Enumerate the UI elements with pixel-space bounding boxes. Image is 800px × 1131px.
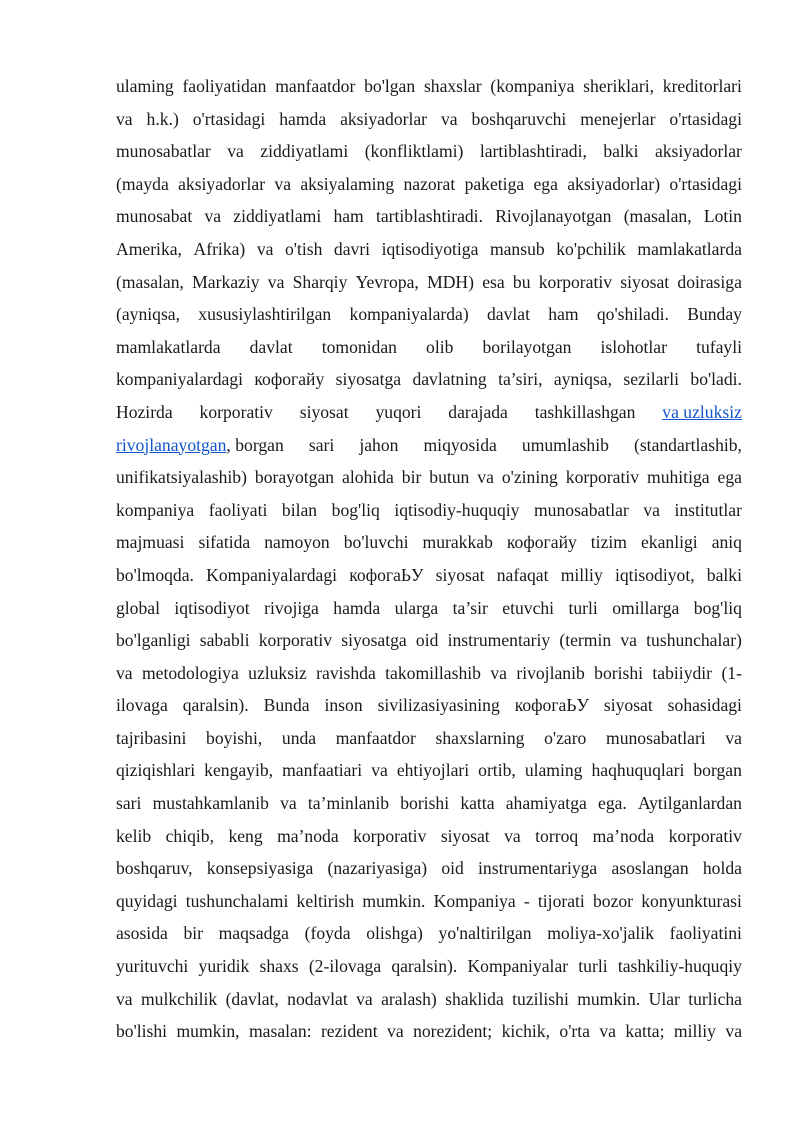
- word: va: [440, 108, 458, 129]
- text-line: [116, 917, 742, 950]
- word: davri: [333, 238, 371, 259]
- word: kreditorlari: [662, 76, 742, 96]
- word: qaralsin).: [182, 695, 249, 716]
- word: va: [725, 1021, 742, 1042]
- word: o'zining: [501, 467, 558, 488]
- word: sohasidagi: [667, 695, 742, 716]
- word: etuvchi: [502, 597, 555, 618]
- word: Hozirda: [116, 401, 173, 422]
- word: (nazariyasiga): [327, 858, 428, 879]
- word: ziddiyatlami: [233, 206, 322, 227]
- word: tuzilishi: [512, 988, 569, 1009]
- word: olib: [426, 336, 454, 357]
- word: o'tish: [284, 238, 323, 259]
- word: ravishda: [316, 662, 376, 683]
- word: qiziqishlari: [116, 760, 196, 781]
- word: ziddiyatlami: [260, 141, 349, 162]
- word: balki: [603, 141, 639, 162]
- word: aksiyadorlar: [178, 173, 266, 194]
- word: ega: [533, 173, 558, 194]
- word: turlicha: [688, 988, 742, 1009]
- word: davlat: [249, 336, 293, 357]
- word: qaralsin).: [391, 956, 458, 977]
- word: va: [371, 760, 388, 781]
- word: (termin: [559, 630, 612, 651]
- word: ham: [548, 304, 579, 325]
- word: korporativ: [668, 825, 742, 846]
- document-page: [116, 70, 742, 1048]
- word: chiqib,: [165, 825, 214, 846]
- word: va: [280, 793, 297, 814]
- word: Markaziy: [192, 271, 260, 292]
- word: tashkiliy-huquqiy: [617, 956, 742, 977]
- word: mumkin.: [577, 988, 641, 1009]
- word: shaxs: [259, 956, 299, 977]
- word: sivilizasiyasining: [377, 695, 500, 716]
- word: shaxslar: [423, 76, 482, 96]
- word: Kompaniyalardagi: [206, 564, 338, 585]
- word: va: [274, 173, 291, 194]
- word: o'rtasidagi: [669, 173, 742, 194]
- word: keng: [228, 825, 263, 846]
- word: tijorati: [537, 890, 585, 911]
- word: (foyda: [304, 923, 351, 944]
- word: darajada: [448, 401, 508, 422]
- word: moliya-xo'jalik: [547, 923, 654, 944]
- word: кофогайу: [506, 532, 577, 553]
- word: o'zaro: [544, 727, 587, 748]
- word: ta’sir: [452, 597, 488, 618]
- word: sifatida: [198, 532, 251, 553]
- word: tufayli: [696, 336, 742, 357]
- word: mamlakatlarda: [637, 238, 742, 259]
- word: maqsadga: [218, 923, 289, 944]
- word: korporativ: [565, 467, 640, 488]
- text-line: [116, 950, 742, 983]
- word: bo'lganligi: [116, 630, 191, 651]
- text-line: [116, 657, 742, 690]
- word: aksiyadorlar: [654, 141, 742, 162]
- word: muhitiga: [647, 467, 710, 488]
- word: umumlashib: [521, 434, 609, 455]
- word: кофогаЬУ: [349, 564, 424, 585]
- word: ahamiyatga: [505, 793, 587, 814]
- word: munosabatlar: [116, 141, 211, 162]
- word: institutlar: [674, 499, 742, 520]
- word: siyosat: [603, 695, 653, 716]
- word: (2-ilovaga: [308, 956, 382, 977]
- word: torroq: [535, 825, 579, 846]
- text-line: [116, 494, 742, 527]
- text-line: [116, 266, 742, 299]
- word: sari: [116, 793, 142, 814]
- word: majmuasi: [116, 532, 185, 553]
- text-line: [116, 983, 742, 1016]
- word: borgan: [693, 760, 742, 781]
- word: munosabatlar: [534, 499, 629, 520]
- word: mamlakatlarda: [116, 336, 221, 357]
- word: lartiblashtiradi,: [479, 141, 587, 162]
- word: (davlat,: [225, 988, 279, 1009]
- word: va: [725, 727, 742, 748]
- word: nodavlat: [287, 988, 348, 1009]
- word: va: [256, 238, 274, 259]
- word: tushunchalami: [185, 890, 289, 911]
- word: norezident;: [413, 1021, 493, 1042]
- word: yo'naltirilgan: [438, 923, 532, 944]
- word: butun: [429, 467, 470, 488]
- word: bog'liq: [331, 499, 380, 520]
- text-line: [116, 233, 742, 266]
- word: ega.: [598, 793, 627, 814]
- word: manfaatiari: [282, 760, 363, 781]
- word: va: [504, 825, 521, 846]
- word: tartiblashtiradi.: [375, 206, 483, 227]
- word: instrumentariy: [447, 630, 551, 651]
- word: (kompaniya: [490, 76, 575, 96]
- word: -: [523, 890, 530, 911]
- word: balki: [706, 564, 742, 585]
- word: korporativ: [258, 630, 333, 651]
- word: tushunchalar): [646, 630, 742, 651]
- word: katta;: [625, 1021, 665, 1042]
- word: tomonidan: [321, 336, 397, 357]
- word: va: [116, 988, 133, 1009]
- text-line: [116, 852, 742, 885]
- text-line: [116, 787, 742, 820]
- word: sari: [308, 434, 335, 455]
- word: kompaniyalarda): [349, 304, 469, 325]
- word: va: [477, 467, 494, 488]
- text-line: [116, 885, 742, 918]
- word: bilan: [281, 499, 318, 520]
- word: oid: [441, 858, 464, 879]
- word: korporativ: [353, 825, 427, 846]
- word: borishi: [400, 793, 450, 814]
- word: h.k.): [146, 108, 179, 129]
- word: va: [643, 499, 660, 520]
- word: haqhuquqlari: [591, 760, 685, 781]
- word: islohotlar: [600, 336, 667, 357]
- hyperlink-part2[interactable]: rivojlanayotgan: [116, 434, 227, 455]
- word: mumkin.: [362, 890, 426, 911]
- word: bu: [512, 271, 531, 292]
- text-line: [116, 820, 742, 853]
- word: korporativ: [538, 271, 613, 292]
- word: Amerika,: [116, 238, 182, 259]
- word: iqtisodiyotiga: [381, 238, 479, 259]
- word: omillarga: [612, 597, 680, 618]
- word: konsepsiyasiga: [206, 858, 314, 879]
- word: munosabat: [116, 206, 193, 227]
- word: va: [116, 108, 133, 129]
- word: siyosat: [440, 825, 490, 846]
- word: Lotin: [703, 206, 742, 227]
- word: oid: [415, 630, 439, 651]
- word: turli: [568, 597, 598, 618]
- word: ta’minlanib: [307, 793, 390, 814]
- text-line: [116, 103, 742, 136]
- hyperlink-part1[interactable]: va uzluksiz: [662, 401, 742, 422]
- text-line: [116, 200, 742, 233]
- word: ilovaga: [116, 695, 168, 716]
- word: bo'lmoqda.: [116, 564, 194, 585]
- word: kengayib,: [204, 760, 274, 781]
- word: yuqori: [375, 401, 422, 422]
- word: shaxslarning: [435, 727, 525, 748]
- word: Aytilganlardan: [638, 793, 742, 814]
- word: unifikatsiyalashib): [116, 467, 247, 488]
- word: doirasiga: [677, 271, 742, 292]
- word: boyishi,: [206, 727, 263, 748]
- word: tajribasini: [116, 727, 187, 748]
- word: sheriklari,: [583, 76, 655, 96]
- word: Rivojlanayotgan: [495, 206, 612, 227]
- word: yurituvchi: [116, 956, 189, 977]
- word: kichik,: [501, 1021, 550, 1042]
- word: siyosatga: [335, 369, 402, 390]
- word: (standartlashib,: [633, 434, 742, 455]
- word: ekanligi: [640, 532, 698, 553]
- word: hamda: [333, 597, 381, 618]
- text-line: [116, 559, 742, 592]
- word: aralash): [381, 988, 437, 1009]
- text-line: [116, 363, 742, 396]
- word: asoslangan: [611, 858, 689, 879]
- text-line: [116, 526, 742, 559]
- word: unda: [281, 727, 317, 748]
- word: va: [356, 988, 373, 1009]
- word: siyosat: [620, 271, 670, 292]
- word: ma’noda: [277, 825, 339, 846]
- word: ta’siri,: [498, 369, 543, 390]
- word: o'rtasidagi: [192, 108, 266, 129]
- word: va: [116, 662, 133, 683]
- word: Yevropa,: [355, 271, 419, 292]
- word: rezident: [320, 1021, 378, 1042]
- word: tashkillashgan: [534, 401, 636, 422]
- word: bog'liq: [693, 597, 742, 618]
- word: va: [204, 206, 222, 227]
- word: o'rta: [559, 1021, 590, 1042]
- word: quyidagi: [116, 890, 178, 911]
- text-line: [116, 135, 742, 168]
- word: Bunday: [687, 304, 742, 325]
- text-line: [116, 70, 742, 103]
- word: aksiyadorlar: [340, 108, 428, 129]
- text-line: [116, 396, 742, 429]
- word: murakkab: [422, 532, 493, 553]
- word: keltirish: [296, 890, 355, 911]
- word: bir: [183, 923, 203, 944]
- word: kompaniyalardagi: [116, 369, 244, 390]
- word: faoliyati: [208, 499, 268, 520]
- word-with-link: rivojlanayotgan, borgan: [116, 434, 284, 455]
- word: bo'luvchi: [343, 532, 409, 553]
- word: davlat: [487, 304, 530, 325]
- word: кофогаЬУ: [514, 695, 589, 716]
- word: nazorat: [403, 173, 456, 194]
- word: kelib: [116, 825, 152, 846]
- word: ehtiyojlari: [396, 760, 470, 781]
- text-line: [116, 461, 742, 494]
- word: bo'lgan: [364, 76, 416, 96]
- word: va: [387, 1021, 404, 1042]
- word: katta: [460, 793, 495, 814]
- word: Afrika): [193, 238, 246, 259]
- word: iqtisodiy-huquqiy: [394, 499, 520, 520]
- word: qo'shiladi.: [596, 304, 669, 325]
- word: asosida: [116, 923, 168, 944]
- word: alohida: [342, 467, 394, 488]
- word: rivojlanib: [516, 662, 585, 683]
- word: olishga): [366, 923, 423, 944]
- word: davlatning: [412, 369, 487, 390]
- word: hamda: [279, 108, 327, 129]
- word: rivojiga: [264, 597, 319, 618]
- text-line: [116, 689, 742, 722]
- word: ulaming: [524, 760, 583, 781]
- word: xususiylashtirilgan: [198, 304, 332, 325]
- word: inson: [324, 695, 363, 716]
- word: bo'lishi: [116, 1021, 168, 1042]
- word: ma’noda: [592, 825, 655, 846]
- text-line: [116, 722, 742, 755]
- word: manfaatdor: [335, 727, 416, 748]
- word: miqyosida: [423, 434, 497, 455]
- word: (1-: [721, 662, 742, 683]
- text-line: [116, 592, 742, 625]
- word: turli: [578, 956, 608, 977]
- word: uzluksiz: [248, 662, 307, 683]
- word: borishi: [594, 662, 644, 683]
- word: (ayniqsa,: [116, 304, 181, 325]
- word: boshqaruv,: [116, 858, 193, 879]
- word: konyunkturasi: [641, 890, 742, 911]
- word: ega: [717, 467, 742, 488]
- word: iqtisodiyot,: [614, 564, 695, 585]
- word: shaklida: [445, 988, 504, 1009]
- word: Ular: [648, 988, 680, 1009]
- word: borayotgan: [254, 467, 335, 488]
- word: nafaqat: [496, 564, 549, 585]
- word: va: [599, 1021, 616, 1042]
- word: ularga: [394, 597, 439, 618]
- word: ortib,: [478, 760, 516, 781]
- word: кофогайу: [254, 369, 325, 390]
- word: mansub: [489, 238, 545, 259]
- word: holda: [702, 858, 742, 879]
- text-line: [116, 298, 742, 331]
- word: va: [490, 662, 507, 683]
- word: va: [227, 141, 244, 162]
- word: milliy: [560, 564, 603, 585]
- text-line: [116, 754, 742, 787]
- word: kompaniya: [116, 499, 195, 520]
- word: yuridik: [198, 956, 250, 977]
- word: siyosat: [435, 564, 485, 585]
- text-line: [116, 168, 742, 201]
- word: o'rtasidagi: [669, 108, 742, 129]
- text-line: [116, 331, 742, 364]
- word: (masalan,: [116, 271, 184, 292]
- word: va: [620, 630, 637, 651]
- word: aniq: [711, 532, 742, 553]
- word: sababli: [199, 630, 250, 651]
- word: mustahkamlanib: [152, 793, 269, 814]
- word: Bunda: [263, 695, 310, 716]
- word: bozor: [592, 890, 634, 911]
- text-line: [116, 1015, 742, 1048]
- word: aksiyadorlar): [567, 173, 661, 194]
- word: metodologiya: [142, 662, 239, 683]
- word: boshqaruvchi: [471, 108, 567, 129]
- word: mumkin,: [176, 1021, 240, 1042]
- word: siyosatga: [341, 630, 407, 651]
- word: mulkchilik: [140, 988, 218, 1009]
- word: tabiiydir: [652, 662, 713, 683]
- word: ayniqsa,: [553, 369, 613, 390]
- word: MDH): [427, 271, 474, 292]
- word: instrumentariyga: [478, 858, 598, 879]
- body-paragraph: [116, 70, 742, 1048]
- word: ko'pchilik: [556, 238, 626, 259]
- word: Kompaniya: [433, 890, 516, 911]
- word: bir: [401, 467, 422, 488]
- text-line: [116, 624, 742, 657]
- word: takomillashib: [385, 662, 481, 683]
- word: milliy: [673, 1021, 716, 1042]
- word: masalan:: [248, 1021, 312, 1042]
- word: tizim: [590, 532, 627, 553]
- word: ham: [333, 206, 364, 227]
- word: manfaatdor: [275, 76, 356, 96]
- word: sezilarli: [623, 369, 680, 390]
- word: faoliyatini: [669, 923, 742, 944]
- word: jahon: [359, 434, 399, 455]
- word: esa: [482, 271, 505, 292]
- word: (konfliktlami): [364, 141, 464, 162]
- text-line: [116, 429, 742, 462]
- word: ulaming: [116, 76, 174, 96]
- word: faoliyatidan: [182, 76, 267, 96]
- word: korporativ: [199, 401, 273, 422]
- word: borilayotgan: [482, 336, 572, 357]
- word: global: [116, 597, 160, 618]
- word: Sharqiy: [292, 271, 348, 292]
- word: menejerlar: [580, 108, 656, 129]
- word: namoyon: [264, 532, 330, 553]
- word: iqtisodiyot: [174, 597, 250, 618]
- word: (masalan,: [623, 206, 692, 227]
- word: bo'ladi.: [690, 369, 742, 390]
- word: Kompaniyalar: [467, 956, 569, 977]
- word: (mayda: [116, 173, 169, 194]
- word: siyosat: [299, 401, 349, 422]
- word: va: [267, 271, 285, 292]
- word: munosabatlari: [606, 727, 706, 748]
- word: aksiyalaming: [300, 173, 395, 194]
- word: paketiga: [464, 173, 525, 194]
